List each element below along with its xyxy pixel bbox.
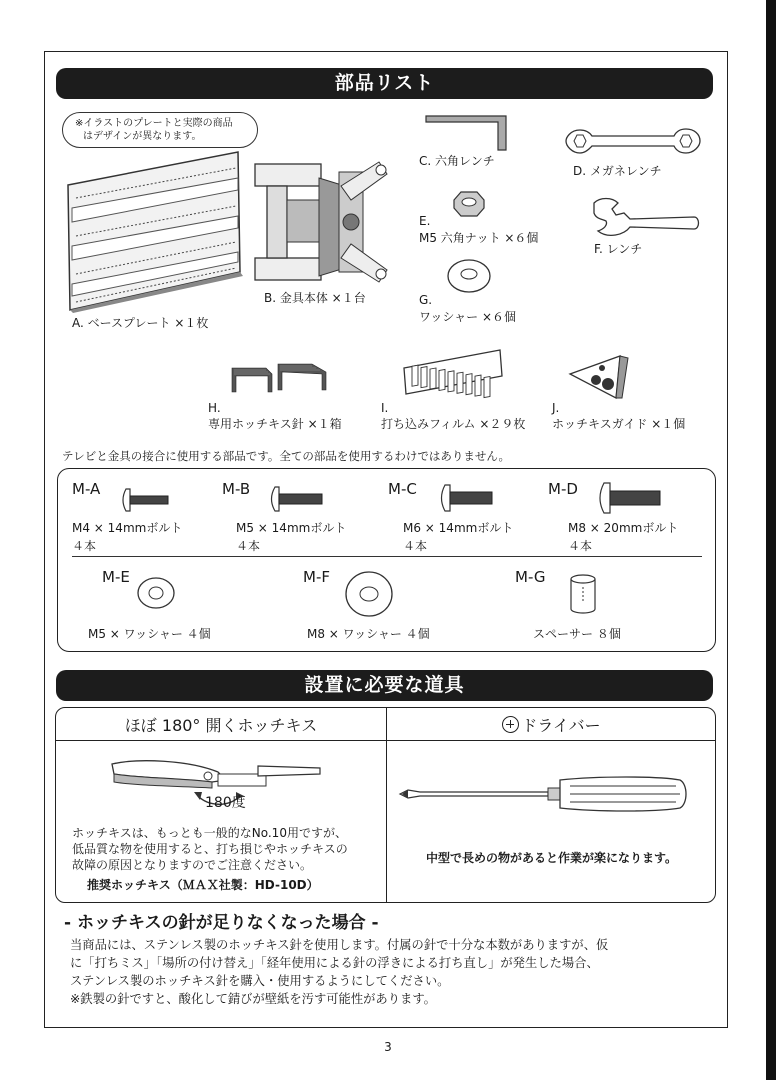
spacer-m-g-code: M-G xyxy=(515,568,546,586)
part-h-label: 専用ホッチキス針 ×１箱 xyxy=(208,417,342,431)
staples-title: - ホッチキスの針が足りなくなった場合 - xyxy=(64,913,379,933)
washer-illustration xyxy=(446,256,492,294)
tv-parts-divider xyxy=(72,556,702,557)
stapler-desc-2: 低品質な物を使用すると、打ち損じやホッチキスの xyxy=(72,842,348,856)
bolt-m-a-spec: M4 × 14mmボルト xyxy=(72,521,183,535)
washer-m-f-code: M-F xyxy=(303,568,330,586)
bolt-m-b-icon xyxy=(268,485,324,513)
part-j-label: ホッチキスガイド ×１個 xyxy=(552,417,686,431)
driver-header xyxy=(387,713,716,736)
washer-m-e-code: M-E xyxy=(102,568,130,586)
base-plate-illustration xyxy=(68,150,243,312)
part-j-code: J. xyxy=(552,401,560,415)
part-h-code: H. xyxy=(208,401,221,415)
washer-m-f-icon xyxy=(344,570,394,618)
bolt-m-b-qty: ４本 xyxy=(236,539,261,553)
staples-line-4: ※鉄製の針ですと、酸化して錆びが壁紙を汚す可能性があります。 xyxy=(70,992,436,1006)
bolt-m-d-qty: ４本 xyxy=(568,539,593,553)
bracket-body-illustration xyxy=(253,158,393,286)
bolt-m-c-spec: M6 × 14mmボルト xyxy=(403,521,514,535)
tv-parts-note: テレビと金具の接合に使用する部品です。全ての部品を使用するわけではありません。 xyxy=(62,449,511,463)
stapler-desc-3: 故障の原因となりますのでご注意ください。 xyxy=(72,858,313,872)
stapler-guide-illustration xyxy=(566,352,634,400)
staples-line-3: ステンレス製のホッチキス針を購入・使用するようにしてください。 xyxy=(70,974,450,988)
staples-line-1: 当商品には、ステンレス製のホッチキス針を使用します。付属の針で十分な本数がありますが、仮 xyxy=(70,938,609,952)
spacer-m-g-label: スペーサー ８個 xyxy=(533,627,621,641)
bolt-m-c-icon xyxy=(438,483,494,513)
part-g-code: G. xyxy=(419,293,433,307)
parts-list-title: 部品リスト xyxy=(56,68,713,99)
bolt-m-a-qty: ４本 xyxy=(72,539,97,553)
part-b-label: B. 金具本体 ×１台 xyxy=(264,291,366,305)
part-i-code: I. xyxy=(381,401,389,415)
bolt-m-b-spec: M5 × 14mmボルト xyxy=(236,521,347,535)
screwdriver-illustration xyxy=(398,774,690,814)
box-wrench-illustration xyxy=(566,126,701,156)
washer-m-e-label: M5 × ワッシャー ４個 xyxy=(88,627,211,641)
part-e-code: E. xyxy=(419,214,431,228)
stapler-header: ほぼ 180° 開くホッチキス xyxy=(124,716,318,735)
tools-column-divider xyxy=(386,708,387,902)
spacer-m-g-icon xyxy=(568,573,598,615)
film-illustration xyxy=(402,348,504,396)
bolt-m-a-icon xyxy=(120,487,170,513)
part-i-label: 打ち込みフィルム ×２９枚 xyxy=(381,417,526,431)
tools-title: 設置に必要な道具 xyxy=(56,670,713,701)
note-line-1: ※イラストのプレートと実際の商品 xyxy=(75,118,233,129)
note-line-2: はデザインが異なります。 xyxy=(83,131,202,142)
bolt-m-d-icon xyxy=(596,481,662,515)
bolt-m-c-qty: ４本 xyxy=(403,539,428,553)
part-c-label: C. 六角レンチ xyxy=(419,154,495,168)
part-f-label: F. レンチ xyxy=(594,242,643,256)
hex-wrench-illustration xyxy=(424,114,514,154)
page-edge-shadow xyxy=(766,0,776,1080)
part-a-label: A. ベースプレート ×１枚 xyxy=(72,316,209,330)
bolt-m-b-code: M-B xyxy=(222,480,251,498)
stapler-desc-1: ホッチキスは、もっとも一般的なNo.10用ですが、 xyxy=(72,826,347,840)
bolt-m-d-code: M-D xyxy=(548,480,578,498)
bolt-m-d-spec: M8 × 20mmボルト xyxy=(568,521,679,535)
phillips-plus-icon xyxy=(502,716,519,733)
illustration-note xyxy=(62,112,258,148)
hex-nut-illustration xyxy=(450,190,488,218)
bolt-m-c-code: M-C xyxy=(388,480,417,498)
part-g-label: ワッシャー ×６個 xyxy=(419,310,517,324)
staples-line-2: に「打ちミス」「場所の付け替え」「経年使用による針の浮きによる打ち直し」が発生した場合、 xyxy=(70,956,599,970)
open-wrench-illustration xyxy=(590,197,700,241)
driver-header-label: ドライバー xyxy=(521,716,601,735)
driver-desc: 中型で長めの物があると作業が楽になります。 xyxy=(425,851,678,865)
washer-m-f-label: M8 × ワッシャー ４個 xyxy=(307,627,430,641)
part-d-label: D. メガネレンチ xyxy=(573,164,662,178)
stapler-angle-label: 180度 xyxy=(205,795,246,811)
page-number: 3 xyxy=(384,1040,392,1054)
washer-m-e-icon xyxy=(136,576,176,610)
bolt-m-a-code: M-A xyxy=(72,480,101,498)
stapler-recommend: 推奨ホッチキス（ＭＡＸ社製：HD-10D） xyxy=(87,878,319,892)
staples-illustration xyxy=(232,362,328,394)
part-e-label: M5 六角ナット ×６個 xyxy=(419,231,539,245)
